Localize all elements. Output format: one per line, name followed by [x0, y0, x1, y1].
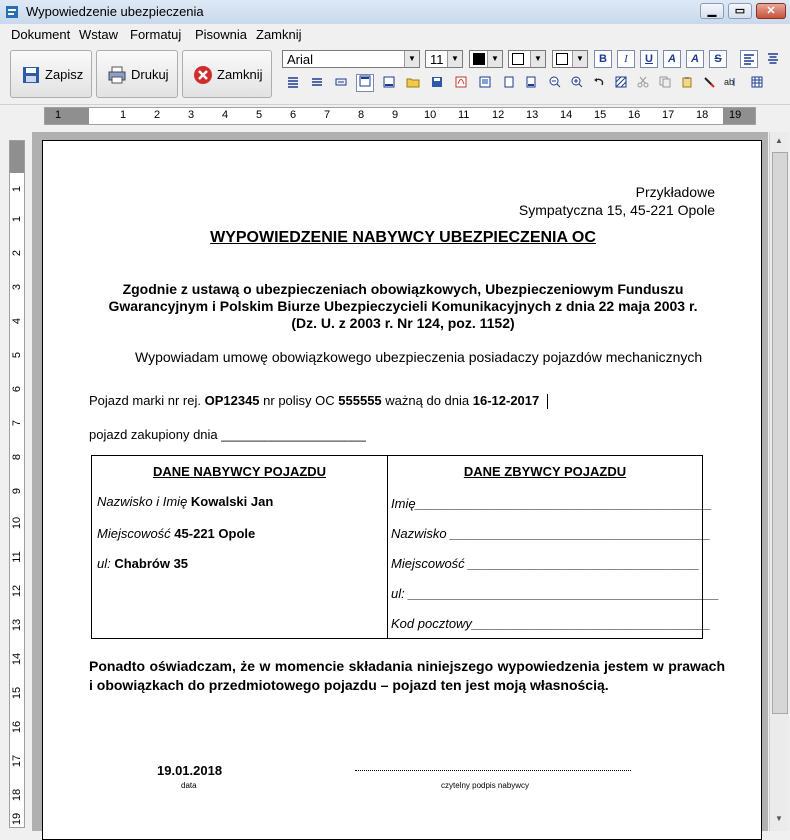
chevron-down-icon: ▼: [447, 51, 462, 67]
ruler-number: 14: [560, 109, 573, 121]
policy-number: 555555: [338, 393, 382, 408]
signature-line: [355, 770, 631, 771]
ruler-number: 19: [729, 109, 742, 121]
vehicle-line: [89, 393, 548, 409]
ruler-number: 18: [11, 788, 23, 802]
seller-zip-row: Kod pocztowy_________________________________: [391, 616, 711, 631]
brush-icon: [703, 76, 715, 88]
ruler-number: 14: [11, 652, 23, 666]
field-label: Nazwisko i Imię: [97, 494, 191, 509]
horizontal-ruler[interactable]: [44, 107, 756, 125]
signature-date: 19.01.2018: [157, 763, 223, 778]
menu-zamknij[interactable]: Zamknij: [256, 27, 302, 42]
align-left-button[interactable]: [740, 50, 758, 68]
ruler-number: 9: [11, 487, 23, 495]
legal-line: Zgodnie z ustawą o ubezpieczeniach obowiązkowych, Ubezpieczeniowym Funduszu: [122, 281, 684, 297]
save-small-button[interactable]: [428, 74, 446, 92]
buyer-name-row: [97, 494, 273, 509]
termination-statement: Wypowiadam umowę obowiązkowego ubezpieczenia posiadaczy pojazdów mechanicznych: [135, 349, 703, 365]
scroll-up-icon[interactable]: ▲: [775, 136, 783, 145]
ruler-number: 13: [526, 109, 539, 121]
ownership-declaration: Ponadto oświadczam, że w momencie składania niniejszego wypowiedzenia jestem w prawach i obowiązkach do przedmiotowego pojazdu – pojazd ten jest moją własnością.: [89, 658, 725, 693]
ruler-number: 7: [11, 419, 23, 427]
insert-line-button[interactable]: [332, 74, 350, 92]
font-name-select[interactable]: [282, 50, 420, 68]
copy-button[interactable]: [656, 74, 674, 92]
purchase-date-line: pojazd zakupiony dnia ____________________: [89, 427, 366, 442]
border-swatch: [556, 53, 568, 65]
strikethrough-button[interactable]: S: [709, 50, 727, 68]
chevron-down-icon: ▼: [404, 51, 419, 67]
ruler-number: 1: [120, 109, 127, 121]
folder-icon: [406, 76, 420, 88]
ruler-number: 9: [392, 109, 399, 121]
ruler-number: 1: [55, 109, 62, 121]
ruler-number: 17: [662, 109, 675, 121]
menu-formatuj[interactable]: Formatuj: [130, 27, 182, 42]
copy-icon: [659, 76, 671, 88]
ruler-number: 4: [11, 317, 23, 325]
save-button[interactable]: Zapisz: [10, 50, 92, 98]
ruler-number: 1: [11, 215, 23, 223]
menu-dokument[interactable]: Dokument: [11, 27, 71, 42]
floppy-disk-icon: [21, 65, 41, 85]
menu-wstaw[interactable]: Wstaw: [79, 27, 118, 42]
ruler-number: 8: [358, 109, 365, 121]
image-icon: [479, 76, 491, 88]
ruler-number: 7: [324, 109, 331, 121]
ruler-number: 2: [154, 109, 161, 121]
ruler-number: 18: [696, 109, 709, 121]
ruler-number: 1: [11, 185, 23, 193]
ruler-number: 16: [628, 109, 641, 121]
undo-button[interactable]: [590, 74, 608, 92]
background-color-select[interactable]: [508, 50, 546, 68]
page-header-button[interactable]: [356, 74, 374, 92]
font-size-value: 11: [430, 52, 444, 67]
underline-button[interactable]: U: [640, 50, 658, 68]
italic-button[interactable]: I: [617, 50, 635, 68]
signature-caption: czytelny podpis nabywcy: [441, 781, 530, 790]
scissors-icon: [637, 76, 649, 88]
ruler-number: 10: [424, 109, 437, 121]
ruler-number: 17: [11, 754, 23, 768]
page-footer-button[interactable]: [380, 74, 398, 92]
seller-first-name-row: Imię_________________________________________: [391, 496, 712, 511]
ruler-number: 10: [11, 516, 23, 530]
title-bar: [0, 0, 790, 25]
list-icon: [311, 76, 323, 88]
field-label: Miejscowość: [97, 526, 175, 541]
close-circle-icon: [193, 65, 213, 85]
window-title: Wypowiedzenie ubezpieczenia: [26, 4, 204, 19]
seller-city-row: Miejscowość ________________________________: [391, 556, 700, 571]
insert-table-button[interactable]: [748, 74, 766, 92]
ruler-number: 16: [11, 720, 23, 734]
buyer-city: 45-221 Opole: [174, 526, 256, 541]
app-icon: [4, 4, 20, 20]
page-footer-icon: [383, 76, 395, 88]
replace-icon: [724, 76, 738, 88]
ruler-number: 3: [11, 283, 23, 291]
paste-button[interactable]: [678, 74, 696, 92]
font-name-value: Arial: [287, 52, 314, 67]
seller-header: DANE ZBYWCY POJAZDU: [463, 464, 627, 479]
bold-button[interactable]: B: [594, 50, 612, 68]
buyer-city-row: [97, 526, 255, 541]
pdf-icon: [455, 76, 467, 88]
document-page[interactable]: [42, 140, 762, 840]
preview-icon: [525, 76, 537, 88]
buyer-street: Chabrów 35: [114, 556, 189, 571]
close-document-button[interactable]: Zamknij: [182, 50, 272, 98]
date-caption: data: [181, 781, 197, 790]
document-title: WYPOWIEDZENIE NABYWCY UBEZPIECZENIA OC: [210, 229, 596, 246]
align-justify-button[interactable]: [284, 74, 302, 92]
close-window-button[interactable]: ✕: [756, 3, 786, 19]
ruler-number: 8: [11, 453, 23, 461]
seller-last-name-row: Nazwisko ____________________________________: [391, 526, 711, 541]
chevron-down-icon: ▼: [530, 51, 545, 67]
vehicle-text: ważną do dnia: [381, 393, 473, 408]
table-icon: [751, 76, 763, 88]
text-color-select[interactable]: [469, 50, 503, 68]
ruler-number: 6: [11, 385, 23, 393]
ruler-number: 11: [11, 551, 23, 563]
pdf-export-button[interactable]: [452, 74, 470, 92]
zoom-out-button[interactable]: [546, 74, 564, 92]
vehicle-registration: OP12345: [204, 393, 260, 408]
ruler-number: 5: [256, 109, 263, 121]
ruler-margin-top: [10, 141, 24, 173]
ruler-number: 12: [11, 584, 23, 598]
align-justify-icon: [287, 76, 299, 88]
align-center-button[interactable]: [764, 50, 782, 68]
horizontal-line-icon: [335, 76, 347, 88]
chevron-down-icon: ▼: [487, 51, 502, 67]
vehicle-text: Pojazd marki nr rej.: [89, 393, 205, 408]
align-left-icon: [743, 53, 755, 65]
toolbar: [0, 44, 790, 105]
insert-image-button[interactable]: [476, 74, 494, 92]
color-swatch: [473, 53, 485, 65]
legal-line: Gwarancyjnym i Polskim Biurze Ubezpieczycieli Komunikacyjnych z dnia 22 maja 2003 r.: [108, 298, 698, 314]
ruler-number: 11: [458, 109, 470, 121]
parties-table: [91, 455, 720, 639]
page-header-icon: [359, 75, 371, 87]
legal-basis: [83, 281, 723, 332]
font-size-select[interactable]: [425, 50, 463, 68]
replace-button[interactable]: [722, 74, 740, 92]
ruler-number: 12: [492, 109, 505, 121]
sender-address: [519, 183, 715, 219]
format-painter-button[interactable]: [700, 74, 718, 92]
document-canvas[interactable]: [32, 132, 768, 831]
printer-icon: [107, 65, 127, 85]
align-center-icon: [767, 52, 779, 64]
scrollbar-thumb[interactable]: [772, 152, 788, 714]
page-setup-button[interactable]: [500, 74, 518, 92]
ruler-number: 15: [594, 109, 607, 121]
ruler-number: 6: [290, 109, 297, 121]
vertical-ruler[interactable]: [9, 140, 25, 828]
legal-line: (Dz. U. z 2003 r. Nr 124, poz. 1152): [291, 315, 515, 331]
ruler-number: 5: [11, 351, 23, 359]
buyer-street-row: [97, 556, 188, 571]
zoom-in-button[interactable]: [568, 74, 586, 92]
zoom-in-icon: [571, 76, 583, 88]
table-divider: [387, 456, 388, 638]
chevron-down-icon: ▼: [572, 51, 587, 67]
text-cursor: [547, 394, 548, 409]
minimize-button[interactable]: ▁: [700, 3, 724, 19]
ruler-number: 15: [11, 686, 23, 700]
zoom-out-icon: [549, 76, 561, 88]
hatch-icon: [615, 76, 627, 88]
seller-street-row: ul: ___________________________________________: [391, 586, 720, 601]
cut-button[interactable]: [634, 74, 652, 92]
ruler-number: 3: [188, 109, 195, 121]
undo-icon: [593, 76, 605, 88]
subscript-button[interactable]: A: [686, 50, 704, 68]
maximize-button[interactable]: ▭: [728, 3, 752, 19]
svg-text:ab: ab: [724, 77, 735, 87]
menu-bar: [0, 24, 790, 44]
buyer-header: DANE NABYWCY POJAZDU: [152, 464, 327, 479]
print-button[interactable]: Drukuj: [96, 50, 178, 98]
field-label: ul:: [97, 556, 115, 571]
floppy-disk-icon: [431, 76, 443, 88]
sender-line: Sympatyczna 15, 45-221 Opole: [518, 202, 715, 218]
bullet-list-button[interactable]: [308, 74, 326, 92]
hatch-button[interactable]: [612, 74, 630, 92]
policy-valid-date: 16-12-2017: [472, 393, 540, 408]
print-preview-button[interactable]: [522, 74, 540, 92]
sender-line: Przykładowe: [635, 184, 715, 200]
vehicle-text: nr polisy OC: [259, 393, 339, 408]
ruler-margin-left: [45, 108, 89, 124]
border-select[interactable]: [552, 50, 588, 68]
open-folder-button[interactable]: [404, 74, 422, 92]
vertical-scrollbar[interactable]: [769, 132, 789, 831]
paste-icon: [681, 76, 693, 88]
ruler-number: 19: [11, 812, 23, 826]
buyer-name: Kowalski Jan: [190, 494, 274, 509]
scroll-down-icon[interactable]: ▼: [775, 814, 783, 823]
ruler-number: 2: [11, 249, 23, 257]
superscript-button[interactable]: A: [663, 50, 681, 68]
color-swatch: [512, 53, 524, 65]
menu-pisownia[interactable]: Pisownia: [195, 27, 248, 42]
ruler-number: 13: [11, 618, 23, 632]
page-icon: [503, 76, 515, 88]
ruler-number: 4: [222, 109, 229, 121]
